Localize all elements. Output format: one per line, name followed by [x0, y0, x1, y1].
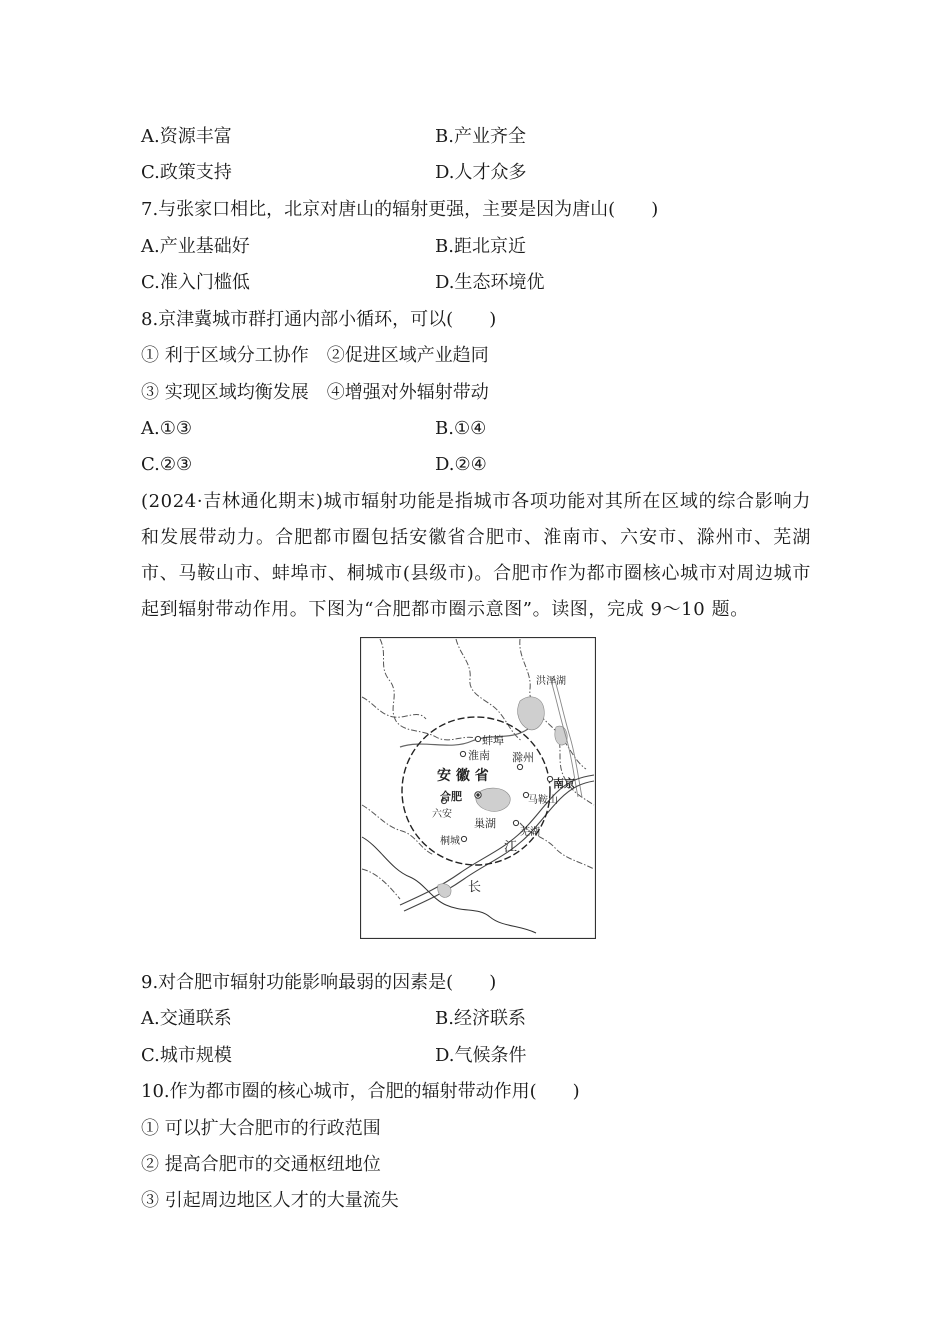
hefei-metro-map	[360, 637, 596, 939]
label-huainan: 淮南	[468, 749, 490, 762]
label-chang: 长	[468, 880, 482, 895]
q8-option-d: D.②④	[435, 454, 487, 475]
q9-option-b: B.经济联系	[435, 1008, 526, 1029]
q8-option-a: A.①③	[141, 418, 192, 439]
q7-option-d: D.生态环境优	[435, 272, 545, 293]
q9-option-a: A.交通联系	[141, 1008, 232, 1029]
q7-option-c: C.准入门槛低	[141, 272, 250, 293]
q8-items-line2: ③ 实现区域均衡发展 ④增强对外辐射带动	[141, 382, 489, 403]
label-tongcheng: 桐城	[440, 836, 460, 847]
label-province: 安 徽 省	[437, 768, 489, 784]
label-maanshan: 马鞍山	[528, 795, 558, 806]
q6-option-a: A.资源丰富	[141, 126, 232, 147]
q8-option-c: C.②③	[141, 454, 193, 475]
label-hefei: 合肥	[440, 790, 462, 803]
q10-item-3: ③ 引起周边地区人才的大量流失	[141, 1190, 399, 1211]
q7-option-b: B.距北京近	[435, 236, 526, 257]
q6-option-c: C.政策支持	[141, 162, 232, 183]
label-chaohu: 巢湖	[474, 817, 496, 830]
q8-items-line1: ① 利于区域分工协作 ②促进区域产业趋同	[141, 345, 489, 366]
label-jiang: 江	[504, 840, 518, 855]
label-chuzhou: 滁州	[512, 751, 534, 764]
q9-option-c: C.城市规模	[141, 1045, 232, 1066]
label-wuhu: 芜湖	[520, 827, 540, 838]
q7-option-a: A.产业基础好	[141, 236, 250, 257]
reading-passage: (2024·吉林通化期末)城市辐射功能是指城市各项功能对其所在区域的综合影响力和发展带动力。合肥都市圈包括安徽省合肥市、淮南市、六安市、滁州市、芜湖市、马鞍山市、蚌埠市、桐城市(县级市)。合肥市作为都市圈核心城市对周边城市起到辐射带动作用。下图为“合肥都市圈示意图”。读图，完成 9～10 题。	[141, 491, 811, 620]
q10-item-2: ② 提高合肥市的交通枢纽地位	[141, 1154, 381, 1175]
q8-option-b: B.①④	[435, 418, 487, 439]
q6-option-d: D.人才众多	[435, 162, 527, 183]
label-bengbu: 蚌埠	[482, 734, 504, 747]
q10-stem: 10.作为都市圈的核心城市，合肥的辐射带动作用( )	[141, 1081, 580, 1102]
label-hongze: 洪泽湖	[536, 676, 566, 687]
label-luan: 六安	[432, 809, 452, 820]
q7-stem: 7.与张家口相比，北京对唐山的辐射更强，主要是因为唐山( )	[141, 199, 659, 220]
q9-stem: 9.对合肥市辐射功能影响最弱的因素是( )	[141, 972, 497, 993]
q8-stem: 8.京津冀城市群打通内部小循环，可以( )	[141, 309, 497, 330]
q6-option-b: B.产业齐全	[435, 126, 526, 147]
q9-option-d: D.气候条件	[435, 1045, 527, 1066]
q10-item-1: ① 可以扩大合肥市的行政范围	[141, 1118, 381, 1139]
label-nanjing: 南京	[553, 777, 575, 790]
